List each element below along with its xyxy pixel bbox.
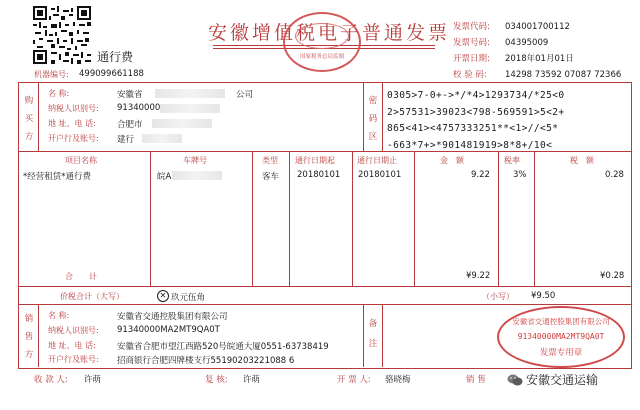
payee: 许萌	[84, 375, 102, 385]
machine-no-label: 机器编号:	[34, 70, 69, 79]
invoice-title: 安徽增值税电子普通发票	[208, 22, 451, 44]
item-name: *经营租赁*通行费	[23, 172, 92, 182]
item-plate: 皖A	[157, 172, 172, 182]
buyer-side-divider	[38, 82, 39, 151]
item-date-to: 20180101	[358, 170, 402, 180]
seal-inner-ring	[295, 23, 349, 49]
watermark-text: 安徽交通运输	[526, 373, 599, 387]
total-label: 合 计	[65, 272, 97, 281]
buyer-address: 合肥市	[117, 120, 143, 130]
seller-address-label: 地 址、电 话:	[48, 341, 96, 350]
buyer-name: 安徽省	[117, 90, 143, 100]
col-header-date-from: 通行日期起	[295, 156, 335, 165]
buyer-address-label: 地 址、电 话:	[48, 119, 96, 128]
payee-label: 收 款 人:	[34, 375, 68, 385]
seal-company: 安徽省交通控股集团有限公司	[512, 317, 610, 326]
col-divider	[414, 151, 415, 286]
seller-bank: 招商银行合肥四牌楼支行55190203221088 6	[117, 356, 295, 366]
col-header-amount: 金 额	[440, 156, 464, 165]
total-bottom-line	[18, 304, 632, 305]
total-tax: ¥0.28	[600, 271, 625, 281]
invoice-code-label: 发票代码:	[453, 22, 490, 32]
tax-bureau-seal	[283, 12, 361, 72]
buyer-taxid: 91340000	[117, 103, 161, 113]
col-divider	[352, 151, 353, 286]
seal-text: 国家税务总局监制	[299, 54, 344, 60]
machine-no: 499099661188	[79, 69, 144, 79]
item-rate: 3%	[513, 170, 527, 180]
col-header-rate: 税率	[504, 156, 520, 165]
drawer: 骆晓梅	[385, 375, 411, 385]
check-code-label: 校 验 码:	[453, 70, 487, 80]
invoice-code: 034001700112	[505, 22, 570, 32]
drawer-label: 开 票 人:	[337, 375, 371, 385]
redacted-block	[142, 134, 182, 143]
buyer-name-label: 名 称:	[48, 89, 70, 98]
wechat-icon	[507, 373, 523, 387]
col-divider	[498, 151, 499, 286]
redacted-block	[160, 104, 220, 113]
redacted-block	[152, 119, 212, 128]
item-date-from: 20180101	[297, 170, 341, 180]
invoice-number-label: 发票号码:	[453, 38, 490, 48]
seller-taxid-label: 纳税人识别号:	[48, 326, 99, 335]
invoice-code-row	[453, 20, 570, 32]
invoice-special-seal	[497, 306, 625, 368]
buyer-name-suffix: 公司	[236, 90, 254, 100]
small-total-label: （小写）	[482, 292, 514, 301]
issue-date-label: 开票日期:	[453, 54, 490, 64]
invoice-number-row	[453, 36, 548, 48]
remark-label-divider	[382, 304, 383, 367]
col-divider	[534, 151, 535, 286]
seller-side-label: 销售方	[24, 314, 34, 360]
buyer-side-label: 购买方	[24, 96, 34, 142]
issue-date: 2018年01月01日	[505, 54, 574, 64]
item-type: 客车	[262, 172, 280, 182]
reviewer: 许萌	[243, 375, 261, 385]
col-header-plate: 车牌号	[183, 156, 207, 165]
grand-total-label: 价税合计（大写）	[60, 292, 124, 301]
col-divider	[252, 151, 253, 286]
cipher-line: -663*7+>*901481919>8*8+/10<	[387, 139, 553, 151]
cipher-line: 865<41><4757333251**<1>//<5*	[387, 123, 559, 134]
seller-name: 安徽省交通控股集团有限公司	[117, 312, 228, 322]
reviewer-label: 复 核:	[205, 375, 228, 385]
cipher-line: 2>57531>39023<798-569591>5<2+	[387, 106, 565, 118]
buyer-taxid-label: 纳税人识别号:	[48, 104, 99, 113]
check-code: 14298 73592 07087 72366	[505, 70, 622, 80]
col-header-tax: 税 额	[570, 156, 594, 165]
cipher-side-label: 密码区	[368, 96, 378, 142]
seller-address: 安徽省合肥市望江西路520号皖通大厦0551-63738419	[117, 342, 329, 352]
item-tax: 0.28	[605, 170, 624, 180]
cipher-left-divider	[363, 82, 364, 151]
seal-title: 发票专用章	[539, 348, 583, 358]
cipher-line: 0305>7-0+->*/*4>1293734/*25<0	[387, 90, 565, 101]
col-header-date-to: 通行日期止	[357, 156, 397, 165]
service-name: 通行费	[97, 50, 134, 64]
redacted-block	[155, 89, 225, 98]
seller-name-label: 名 称:	[48, 311, 70, 320]
issue-date-row	[453, 52, 574, 64]
col-header-item: 项目名称	[65, 156, 97, 165]
seller-side-divider	[38, 304, 39, 367]
seller-sign-label: 销 售	[466, 375, 486, 385]
col-divider	[289, 151, 290, 286]
cipher-area	[387, 88, 627, 154]
cross-circle-icon: ✕	[157, 290, 169, 302]
seller-taxid: 91340000MA2MT9QA0T	[117, 325, 220, 335]
check-code-row	[453, 68, 621, 80]
item-amount: 9.22	[471, 170, 490, 180]
items-bottom-line	[18, 286, 632, 287]
seal-taxid: 91340000MA2MT9QA0T	[517, 332, 605, 341]
redacted-block	[172, 171, 222, 180]
qr-code	[33, 6, 91, 64]
col-header-type: 类型	[262, 156, 278, 165]
watermark	[504, 370, 601, 389]
col-divider	[150, 151, 151, 286]
buyer-bank: 建行	[117, 135, 135, 145]
small-total: ¥9.50	[531, 291, 556, 301]
remark-side-label: 备注	[368, 319, 378, 349]
seller-bank-label: 开户行及账号:	[48, 355, 99, 364]
invoice-number: 04395009	[505, 38, 549, 48]
remark-left-divider	[363, 304, 364, 367]
total-amount: ¥9.22	[466, 271, 491, 281]
buyer-bank-label: 开户行及账号:	[48, 134, 99, 143]
grand-total-uppercase: 玖元伍角	[171, 293, 206, 303]
cipher-label-divider	[382, 82, 383, 151]
